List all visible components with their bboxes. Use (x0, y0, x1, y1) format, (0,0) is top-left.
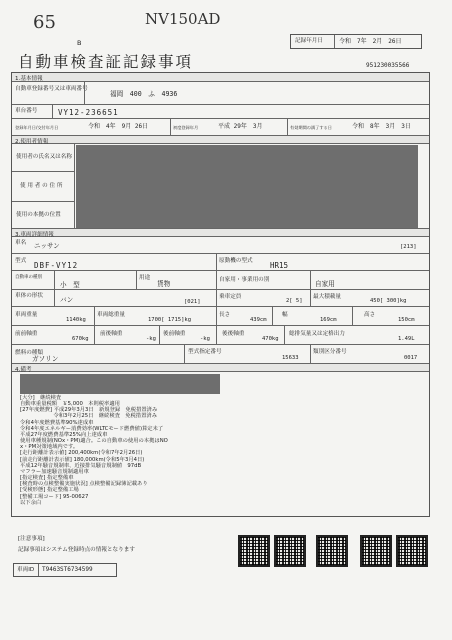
length: 439cm (250, 317, 267, 323)
weight: 1140kg (66, 317, 86, 323)
note-line: 自動車重量税額 ￥5,000 本則税率適用 (20, 401, 120, 408)
handwritten-number: 65 (33, 12, 56, 33)
displacement-label: 総排気量又は定格出力 (289, 331, 345, 337)
handwritten-code: NV150AD (145, 10, 221, 28)
section-user-header: 2.使用者情報 (12, 135, 429, 144)
qr-code-1 (238, 535, 270, 567)
expiry-label: 有効期間の満了する日 (290, 125, 332, 130)
qr-code-2 (274, 535, 306, 567)
purpose-label: 自家用・事業用の別 (219, 277, 270, 283)
section-notes-header: 4.備考 (12, 363, 429, 372)
redacted-user-info (76, 145, 418, 228)
note-line: 令和4年度エネルギー消費効率(WLTCモード燃費値)算定未了 (20, 425, 164, 432)
maker-label: 車名 (15, 240, 27, 246)
record-table (11, 72, 430, 517)
note-line: [検査時の点検整備実施状況] 点検整備記録簿記載あり (20, 481, 148, 488)
notice-title: [注意事項] (18, 536, 45, 542)
capacity-label: 乗車定員 (219, 294, 242, 300)
reg-date-label: 登録年月日/交付年月日 (15, 125, 59, 130)
height: 150cm (398, 317, 415, 323)
front-rear-axle: -kg (146, 336, 156, 342)
chassis-label: 車台番号 (15, 108, 38, 114)
expiry-date: 令和 8年 3月 3日 (352, 123, 411, 130)
body-code: [021] (184, 299, 201, 305)
approval-label: 型式指定番号 (188, 349, 222, 355)
class-number: 0017 (404, 355, 418, 361)
record-date-box (290, 34, 422, 49)
note-line: [27年度燃費] 平成29年3月3日 新規登録 免税措置済み (20, 407, 158, 414)
record-date: 令和 7年 2月 26日 (339, 38, 402, 45)
max-load-label: 最大積載量 (313, 294, 341, 300)
notes-list (20, 395, 168, 506)
car-id: T9463ST6734599 (42, 566, 93, 573)
note-line: 使用車種規制(NOx・PM)適合。この自動車の使用の本拠はNO (20, 438, 168, 445)
note-line: [受検形態] 指定整備工場 (20, 487, 79, 494)
record-date-label: 記録年月日 (295, 38, 323, 44)
car-id-box (13, 563, 117, 577)
rear-rear-axle-label: 後後軸重 (222, 331, 245, 337)
note-line: [走行距離計表示値] 200,400km(令和7年2月26日) (20, 450, 143, 457)
first-reg-label: 初度登録年月 (173, 125, 199, 130)
small-mark: B (77, 39, 82, 47)
model: DBF-VY12 (34, 261, 79, 270)
kind-label: 自動車の種別 (15, 275, 42, 280)
document-title: 自動車検査証記録事項 (18, 53, 194, 71)
redacted-notes (20, 374, 220, 394)
note-line: 平成12年騒音規制車、近接排気騒音規制値 97dB (20, 462, 142, 469)
user-name-label: 使用者の氏名又は名称 (16, 154, 72, 160)
approval-number: 15633 (282, 355, 299, 361)
rear-rear-axle: 470kg (262, 336, 279, 342)
engine-label: 原動機の型式 (219, 258, 253, 264)
note-line: マフラー加速騒音規制適用車 (20, 468, 89, 475)
weight-label: 車両重量 (15, 312, 38, 318)
max-load: 450[ 300]kg (370, 298, 407, 304)
rear-front-axle: -kg (200, 336, 210, 342)
purpose: 自家用 (315, 280, 335, 288)
fuel: ガソリン (32, 355, 59, 363)
notice-text: 記録事項はシステム登録時点の情報となります (18, 547, 135, 553)
maker: ニッサン (34, 242, 60, 250)
width: 169cm (320, 317, 337, 323)
note-line: [大分] 継続検査 (20, 395, 62, 401)
gross-weight: 1700[ 1715]kg (148, 317, 192, 323)
document-number: 951230035566 (366, 62, 410, 69)
body-shape: バン (60, 296, 74, 304)
chassis-number: VY12-236651 (58, 108, 119, 117)
length-label: 長さ (219, 312, 231, 318)
section-basic-header: 1.基本情報 (12, 73, 429, 82)
reg-number: 福岡 400 ふ 4936 (110, 90, 178, 98)
front-front-axle: 670kg (72, 336, 89, 342)
note-line: [指定検査] 指定整備車 (20, 475, 74, 482)
qr-code-5 (396, 535, 428, 567)
first-reg: 平成 29年 3月 (218, 123, 263, 130)
rear-front-axle-label: 後前軸重 (163, 331, 186, 337)
kind: 小 型 (60, 281, 80, 289)
capacity: 2[ 5] (286, 298, 303, 304)
qr-code-4 (360, 535, 392, 567)
section-vehicle-header: 3.車両詳細情報 (12, 228, 429, 237)
width-label: 幅 (282, 312, 288, 318)
engine: HR15 (270, 261, 289, 270)
car-id-label: 車両ID (17, 567, 35, 573)
use-label: 用途 (139, 275, 151, 281)
height-label: 高さ (364, 312, 376, 318)
usage-base-label: 使用の本拠の位置 (16, 212, 61, 218)
body-label: 車体の形状 (15, 293, 43, 299)
gross-weight-label: 車両総重量 (97, 312, 125, 318)
user-address-label: 使 用 者 の 住 所 (20, 183, 63, 189)
note-line: 平成27年度燃費基準25%向上達成車 (20, 431, 108, 438)
displacement: 1.49L (398, 336, 415, 342)
note-line: x・PM対策地域内です。 (20, 444, 79, 451)
note-line: 令和3年2月25日 継続検査 免税措置済み (20, 413, 157, 420)
qr-code-3 (316, 535, 348, 567)
note-line: 令和4年度燃費基準90%達成車 (20, 419, 94, 426)
front-front-axle-label: 前前軸重 (15, 331, 38, 337)
fuel-label: 燃料の種類 (15, 350, 43, 356)
reg-date: 令和 4年 9月 26日 (88, 123, 149, 130)
use: 貨物 (157, 280, 171, 288)
note-line: [前走行距離計表示値] 180,000km(令和5年3月4日) (20, 456, 145, 463)
class-label: 類別区分番号 (313, 349, 347, 355)
reg-number-label: 自動車登録番号又は車両番号 (15, 86, 88, 92)
note-line: [整備工場コード] 95-00627 (20, 493, 89, 500)
maker-code: [213] (400, 244, 417, 250)
front-rear-axle-label: 前後軸重 (100, 331, 123, 337)
note-line: 以下余白 (20, 499, 42, 506)
model-label: 型式 (15, 258, 27, 264)
